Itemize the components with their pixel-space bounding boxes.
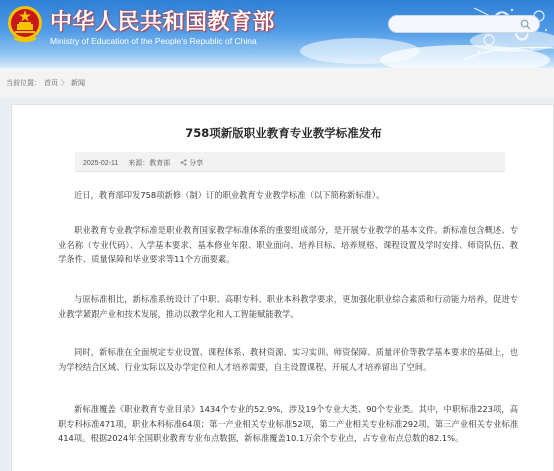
article-card [11,104,554,471]
article-paragraph: 新标准覆盖《职业教育专业目录》1434个专业的52.9%，涉及19个专业大类、90个专业类。其中，中职标准223项，高职专科标准471项，职业本科标准64项；第一产业相关专业标准52项，第二产业相关专业标准292项，第三产业相关专业标准414项。根据2024年全国职业教育专业布点数据，新标准覆盖10.1万余个专业点，占专业布点总数的82.1%。 [58,404,518,443]
article-date: 2025-02-11 [83,160,119,167]
article-meta-bar [75,152,505,172]
share-button[interactable] [180,160,211,167]
breadcrumb-section-link[interactable]: 新闻 [71,80,85,87]
breadcrumb [6,78,88,88]
site-title[interactable]: 中华人民共和国教育部 [50,9,276,35]
breadcrumb-bar [0,68,554,98]
breadcrumb-home-link[interactable]: 首页 [44,80,58,87]
national-emblem-icon [6,4,44,44]
breadcrumb-label: 当前位置： [6,80,41,87]
breadcrumb-separator: 〉 [61,80,68,87]
site-title-english: Ministry of Education of the People's Republic of China [50,36,257,46]
search-input[interactable] [388,15,540,33]
share-label: 分享 [189,160,204,167]
flower-decoration-icon [404,0,554,68]
search-icon[interactable] [520,19,531,30]
article-title: 758项新版职业教育专业教学标准发布 [185,126,382,140]
article-paragraph: 与原标准相比，新标准系统设计了中职、高职专科、职业本科教学要求，更加强化职业综合素质和行动能力培养，促进专业教学紧跟产业和技术发展，推动以教学化和人工智能赋能教学。 [58,294,518,319]
article-paragraph: 近日，教育部印发758项新修（制）订的职业教育专业教学标准（以下简称新标准）。 [74,190,385,200]
header-banner [0,0,554,68]
article-source: 来源：教育部 [128,160,171,167]
article-paragraph: 职业教育专业教学标准是职业教育国家教学标准体系的重要组成部分，是开展专业教学的基本文件。新标准包含概述、专业名称（专业代码）、入学基本要求、基本修业年限、职业面向、培养目标、培养规格、课程设置及学时安排、师资队伍、教学条件、质量保障和毕业要求等11个方面要素。 [58,225,518,264]
article-meta [83,158,219,168]
article-paragraph: 同时，新标准在全面规定专业设置、课程体系、教材资源、实习实训、师资保障、质量评价等教学基本要求的基础上，也为学校结合区域、行业实际以及办学定位和人才培养需要，自主设置课程、开展人才培养留出了空间。 [58,347,518,372]
share-icon [180,159,187,166]
